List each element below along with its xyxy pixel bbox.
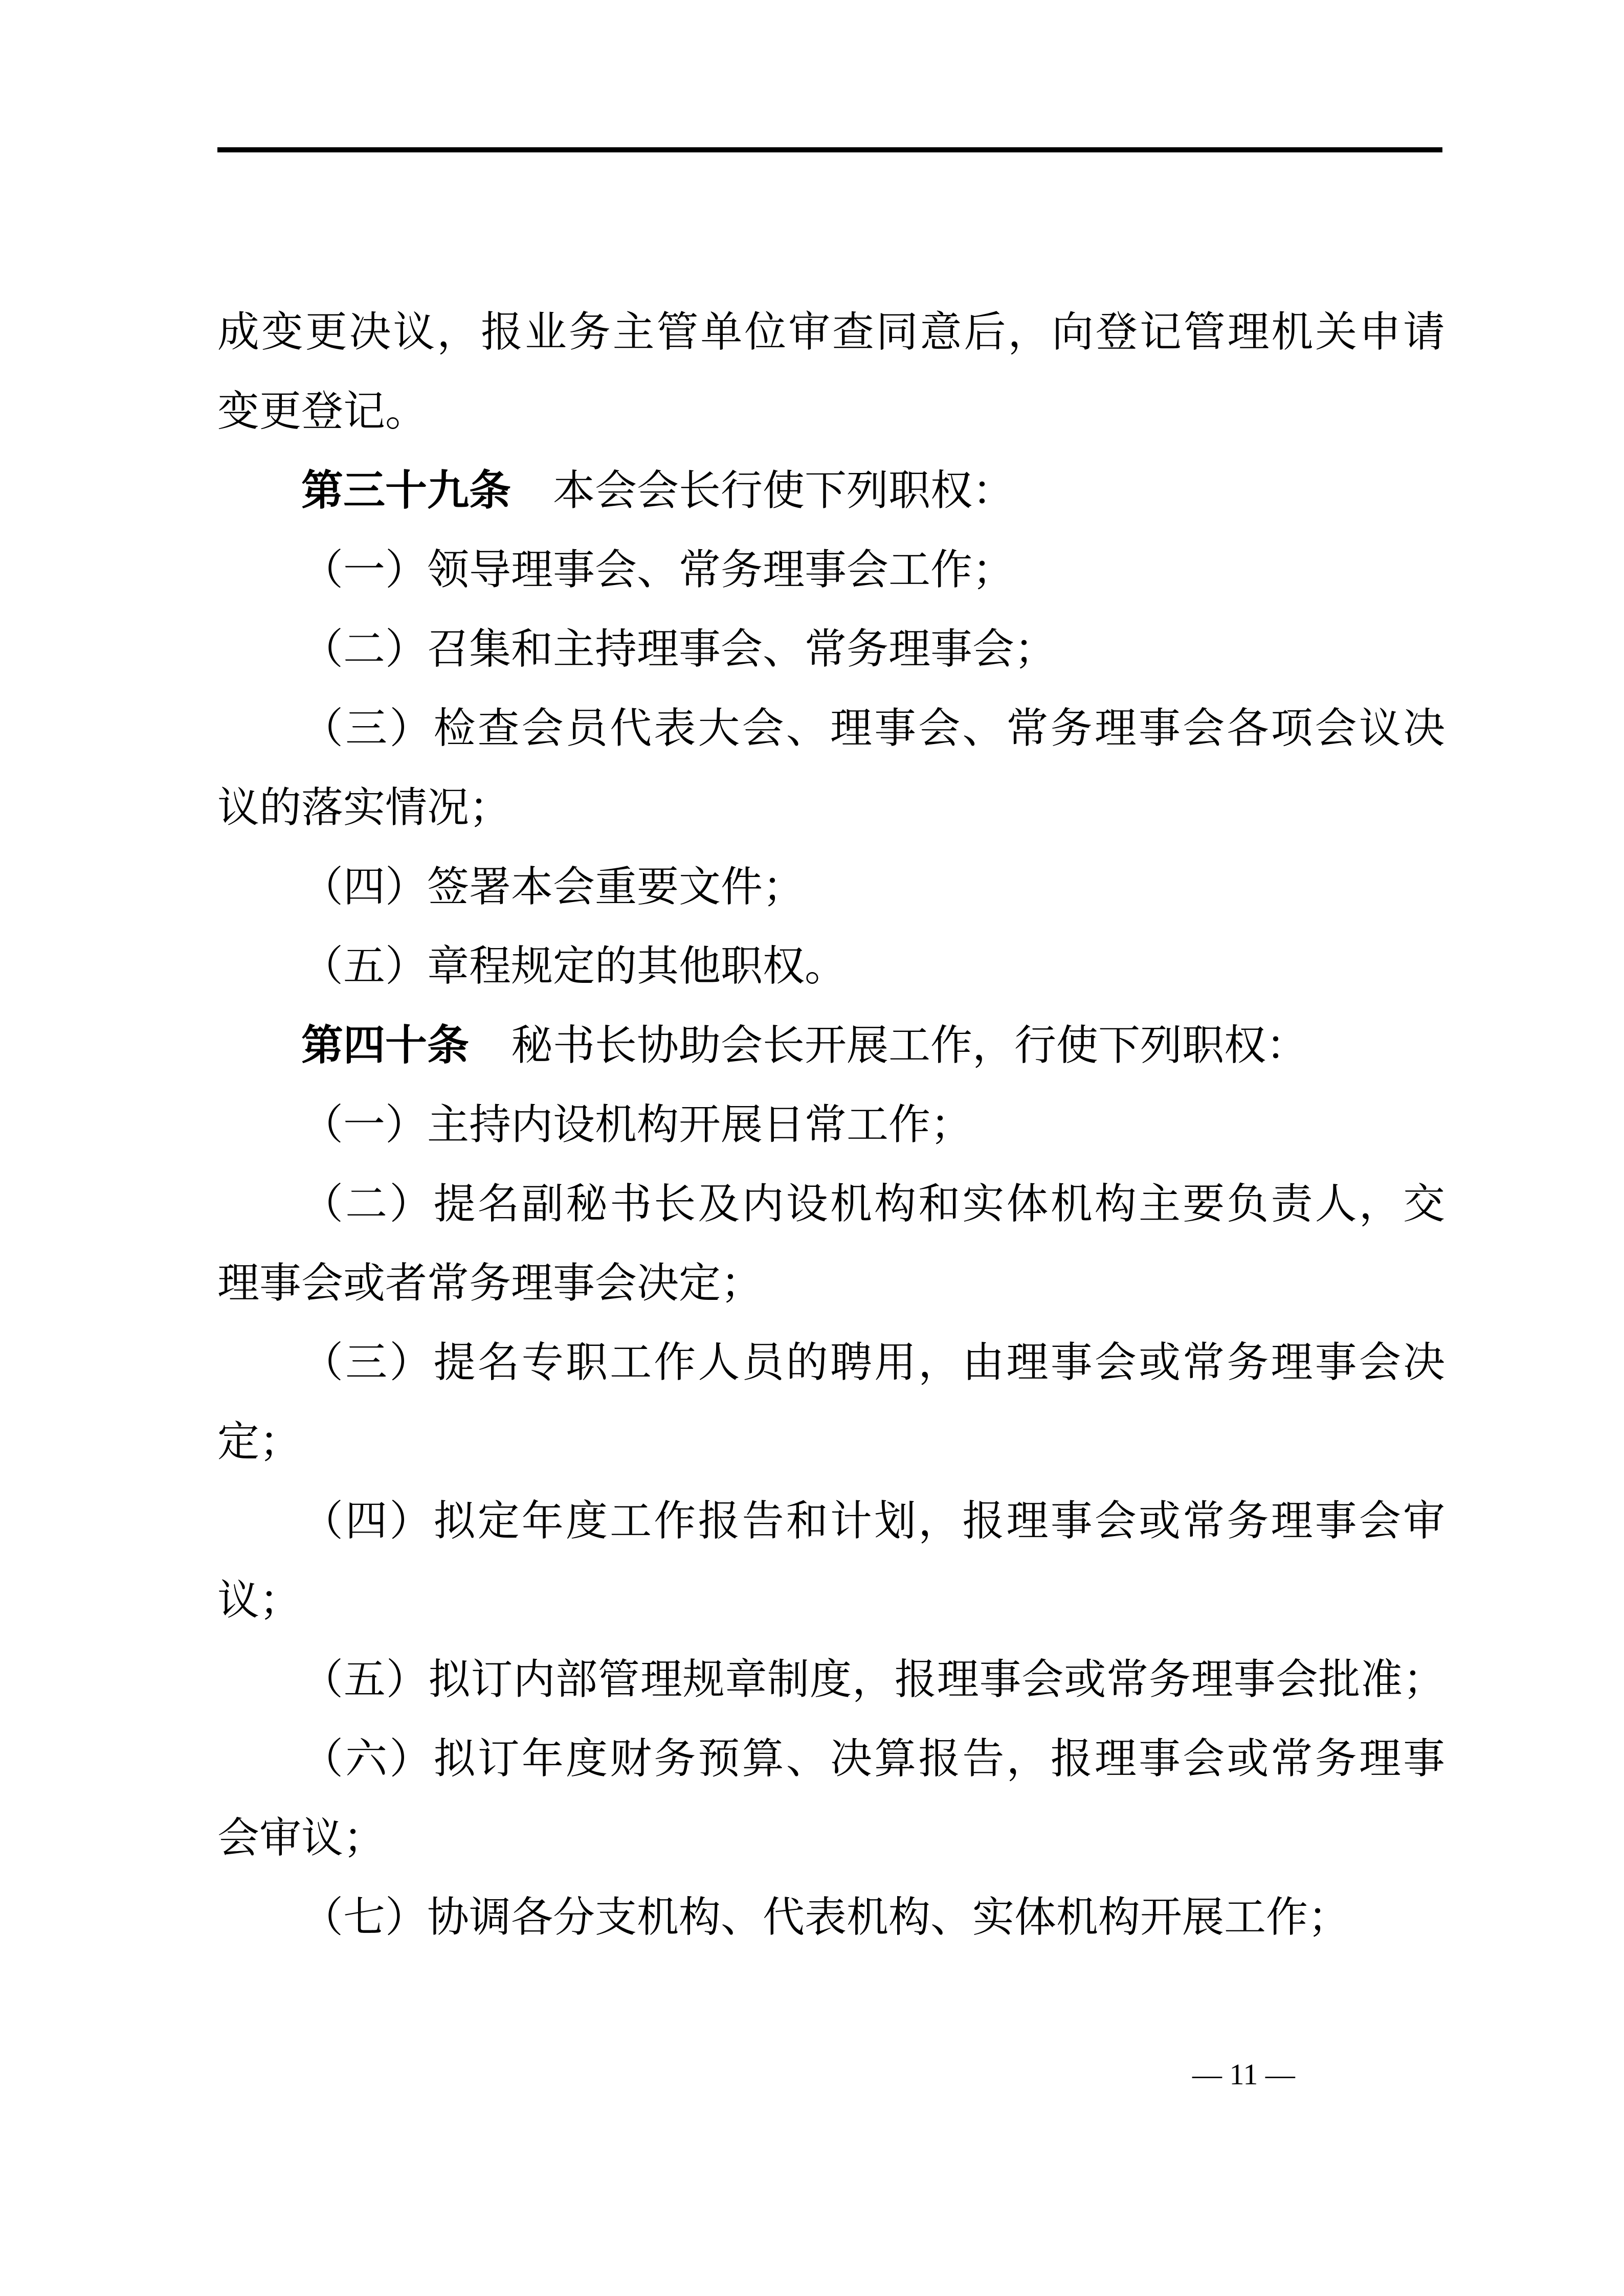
body-text-segment: （二）提名副秘书长及内设机构和实体机构主要负责人，交 xyxy=(301,1181,1445,1227)
article-number-heading: 第三十九条 xyxy=(301,467,511,514)
body-text-segment: （三）提名专职工作人员的聘用，由理事会或常务理事会决 xyxy=(301,1339,1445,1386)
body-text-segment: 议； xyxy=(217,1577,302,1624)
text-line xyxy=(217,451,1445,530)
text-line xyxy=(217,1798,1445,1878)
body-text-segment: （三）检查会员代表大会、理事会、常务理事会各项会议决 xyxy=(301,705,1445,752)
text-line xyxy=(217,1402,1445,1481)
text-line xyxy=(217,1481,1445,1561)
body-text-segment: 本会会长行使下列职权： xyxy=(511,467,1015,514)
text-line xyxy=(217,689,1445,768)
text-line xyxy=(217,927,1445,1006)
page-number: — 11 — xyxy=(1192,2058,1295,2091)
text-line xyxy=(217,1878,1445,1957)
text-line xyxy=(217,530,1445,610)
body-text-segment: 定； xyxy=(217,1419,302,1465)
body-text-segment: （二）召集和主持理事会、常务理事会； xyxy=(301,626,1057,672)
body-text-segment: （六）拟订年度财务预算、决算报告，报理事会或常务理事 xyxy=(301,1736,1445,1782)
text-line xyxy=(217,768,1445,847)
text-line xyxy=(217,1244,1445,1323)
body-text-segment: 会审议； xyxy=(217,1815,386,1861)
text-line xyxy=(217,1085,1445,1164)
body-text-segment: （四）拟定年度工作报告和计划，报理事会或常务理事会审 xyxy=(301,1498,1445,1544)
text-line xyxy=(217,847,1445,927)
body-text-segment: （四）签署本会重要文件； xyxy=(301,864,805,910)
document-body xyxy=(217,292,1445,1957)
text-line xyxy=(217,372,1445,451)
body-text-segment: 成变更决议，报业务主管单位审查同意后，向登记管理机关申请 xyxy=(217,309,1445,355)
body-text-segment: 理事会或者常务理事会决定； xyxy=(217,1260,763,1307)
text-line xyxy=(217,1719,1445,1798)
text-line xyxy=(217,292,1445,372)
body-text-segment: （一）主持内设机构开展日常工作； xyxy=(301,1101,973,1148)
text-line xyxy=(217,1640,1445,1719)
body-text-segment: 秘书长协助会长开展工作，行使下列职权： xyxy=(469,1022,1308,1069)
body-text-segment: （一）领导理事会、常务理事会工作； xyxy=(301,547,1015,593)
text-line xyxy=(217,1561,1445,1640)
header-divider xyxy=(217,147,1442,152)
body-text-segment: （五）章程规定的其他职权。 xyxy=(301,943,847,989)
text-line xyxy=(217,1164,1445,1244)
article-number-heading: 第四十条 xyxy=(301,1022,470,1069)
body-text-segment: （五）拟订内部管理规章制度，报理事会或常务理事会批准； xyxy=(301,1656,1445,1703)
body-text-segment: 议的落实情况； xyxy=(217,784,511,831)
text-line xyxy=(217,1006,1445,1085)
body-text-segment: 变更登记。 xyxy=(217,388,428,435)
text-line xyxy=(217,610,1445,689)
text-line xyxy=(217,1323,1445,1402)
body-text-segment: （七）协调各分支机构、代表机构、实体机构开展工作； xyxy=(301,1894,1350,1941)
